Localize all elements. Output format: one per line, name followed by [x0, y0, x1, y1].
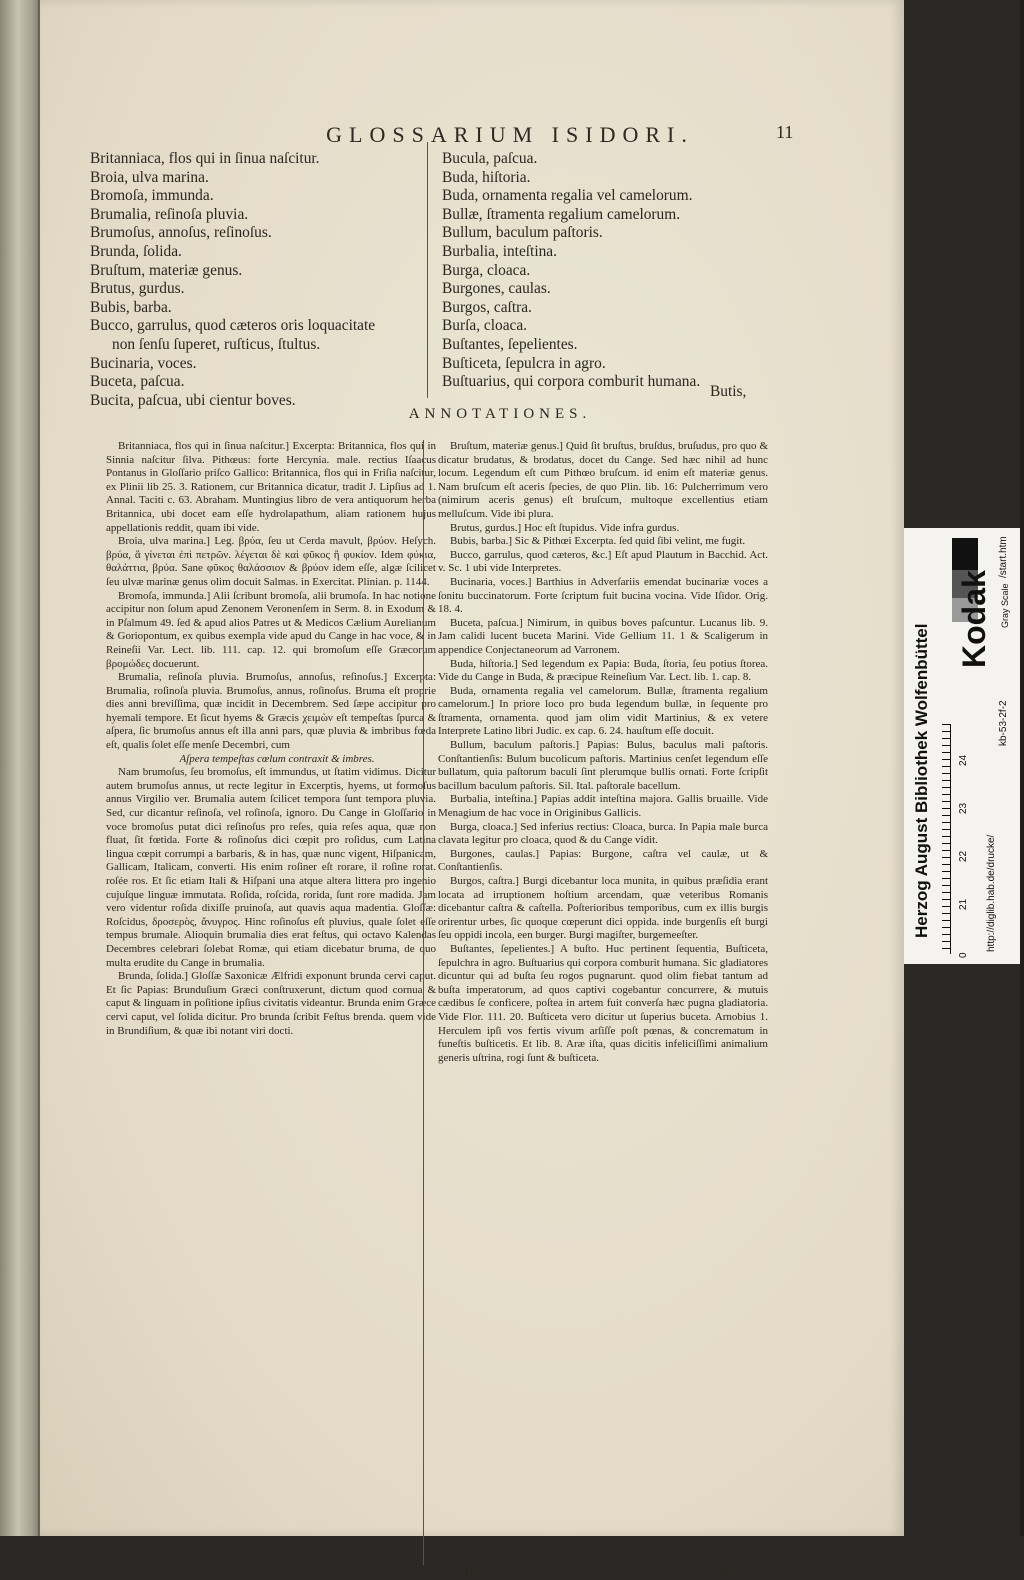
catchword-top: Butis, — [710, 383, 747, 400]
annotations-column-right — [423, 440, 768, 1565]
running-header: GLOSSARIUM ISIDORI. — [326, 122, 694, 147]
annotation-paragraph: Bucco, garrulus, quod cæteros, &c.] Eſt apud Plautum in Bacchid. Act. v. Sc. 1 ubi vide Interpretes. — [438, 548, 768, 575]
annotation-paragraph: Burga, cloaca.] Sed inferius rectius: Cloaca, burca. In Papia male burca clavata legitur pro cloaca, quod & du Cange vidit. — [438, 820, 768, 847]
glossary-entry: Bromoſa, immunda. — [90, 187, 214, 205]
gray-swatch-black — [952, 538, 978, 570]
annotation-paragraph: Burgos, caſtra.] Burgi dicebantur loca munita, in quibus præſidia erant locata ad irruptionem hoſtium arcendam, quæ veteribus Romanis dicebantur caſtra & caſtella. Poſterioribus temporibus, cum ex illis burgis orirentur urbes, ſic quoque cœperunt dici oppida. inde burgenſis eſt burgi ſeu oppidi incola, een burger. Burgi magiſter, burgemeeſter. — [438, 875, 768, 942]
glossary-entry: Bucco, garrulus, quod cæteros oris loquacitate — [90, 317, 376, 335]
glossary-entry: Bubis, barba. — [90, 298, 172, 316]
ruler-number: 23 — [958, 802, 969, 814]
glossary-entry: Bruſtum, materiæ genus. — [90, 261, 243, 279]
glossary-entry: Brunda, ſolida. — [90, 242, 182, 260]
annotation-paragraph: Broia, ulva marina.] Leg. βρύα, ſeu ut Cerda mavult, βρύον. Heſych. βρύα, ἃ γίνεται ἐπὶ πετρῶν. λέγεται δὲ καὶ φῦκος ἢ φυκίον. Idem φύκια, θαλάττια, βρύα. Sane φῦκος θαλάσσιον & βρύον idem eſſe, algæ ſcilicet ſeu ulvæ marinæ genus olim docuit Salmas. in Exercitat. Plinian. p. 1144. — [106, 535, 436, 588]
glossary-entry: Buſtantes, ſepelientes. — [442, 335, 578, 353]
glossary-entry: Buſticeta, ſepulcra in agro. — [442, 354, 606, 372]
glossary-entry: Brumoſus, annoſus, reſinoſus. — [90, 224, 272, 242]
kodak-logo: Kodak — [956, 570, 992, 668]
glossary-entry: Bullæ, ſtramenta regalium camelorum. — [442, 205, 681, 223]
glossary-entry: Brutus, gurdus. — [90, 280, 185, 298]
glossary-entry: Burga, cloaca. — [442, 261, 531, 279]
ruler-number: 24 — [958, 754, 969, 766]
annotation-paragraph: Buda, hiſtoria.] Sed legendum ex Papia: Buda, ſtoria, ſeu potius ſtorea. Vide du Cange in Buda, & præcipue Reineſium Var. Lect. lib. 1. cap. 8. — [438, 657, 768, 684]
annotation-paragraph: Brumalia, reſinoſa pluvia. Brumoſus, annoſus, reſinoſus.] Excerpta: Brumalia, roſinoſa pluvia. Brumoſus, annus, roſinoſus. Bruma eſt proprie dies anni breviſſima, quæ incidit in Decembrem. Sed ſæpe accipitur pro hyemali tempore. Et ſicut hyems & Græcis χειμὼν eſt tempeſtas ſpurca & aſpera, ſic brumoſus annus eſt illa anni pars, quæ pluvia & imbribus fœda eſt, qualis ſolet eſſe menſe Decembri, cum — [106, 671, 436, 752]
annotation-paragraph: Burgones, caulas.] Papias: Burgone, caſtra vel caulæ, ut & Conſtantienſis. — [438, 847, 768, 874]
glossary-entry: Buda, hiſtoria. — [442, 168, 531, 186]
start-link-text: /start.htm — [998, 536, 1009, 578]
glossary-entry: Burgos, caſtra. — [442, 298, 532, 316]
library-url: http://diglib.hab.de/drucke/ — [986, 834, 997, 952]
annotation-paragraph: Bucinaria, voces.] Barthius in Adverſariis emendat bucinariæ voces a ſonitu buccinatorum. Forte ſcriptum fuit bucina vocina. Vide Iſidor. Orig. 18. 4. — [438, 575, 768, 616]
annotation-paragraph: Buda, ornamenta regalia vel camelorum. Bullæ, ſtramenta regalium camelorum.] In priore loco pro buda legendum bullæ, in ſequente pro ſtramenta, ornamenta. quod jam olim vidit Martinius, & ex vetere Interprete Latino libri Judic. ex cap. 6. 24. hauſtum eſſe docuit. — [438, 684, 768, 738]
glossary-entry: Burbalia, inteſtina. — [442, 242, 557, 260]
ruler-number: 21 — [958, 898, 969, 910]
glossary-column-right — [427, 142, 772, 398]
annotation-paragraph: Bromoſa, immunda.] Alii ſcribunt bromoſa, alii brumoſa. In hac notione accipitur non ſolum apud Zenonem Veronenſem in Serm. 8. in Exodum & in Pſalmum 49. ſed & apud alios Patres ut & Medicos Cælium Aurelianum & Goriopontum, ex quibus exempla vide apud du Cange in hac voce, & in Reineſii Var. Lect. lib. 111. cap. 12. qui bromoſum eſſe Græcorum βρομώδες docuerunt. — [106, 589, 436, 670]
glossary-entry: Buda, ornamenta regalia vel camelorum. — [442, 187, 693, 205]
ruler-number: 0 — [958, 952, 969, 958]
annotation-paragraph: Bubis, barba.] Sic & Pithœi Excerpta. ſed quid ſibi velint, me fugit. — [450, 535, 746, 548]
glossary-entry: non ſenſu ſuperet, ruſticus, ſtultus. — [112, 335, 321, 353]
annotations-column-left — [106, 440, 436, 1038]
glossary-entry: Buſtuarius, qui corpora comburit humana. — [442, 373, 701, 391]
page-number: 11 — [776, 122, 794, 142]
annotation-paragraph: Brunda, ſolida.] Gloſſæ Saxonicæ Ælfridi exponunt brunda cervi caput. Et ſic Papias: Brunduſium Græci conſtruxerunt, dictum quod cornua & caput & linguam in poſitione ipſius civitatis videantur. Brunda enim Græce cervi caput, vel ſolida dicitur. Pro brunda ſcribit Feſtus brenda. quem vide in Brundiſium, & quæ ibi notant viri docti. — [106, 970, 436, 1037]
catchword-bottom: Butis, — [720, 1566, 746, 1578]
annotations-heading: ANNOTATIONES. — [408, 406, 592, 422]
signature-mark: D 2 — [464, 1564, 484, 1579]
glossary-entry: Bucula, paſcua. — [442, 150, 538, 167]
glossary-entry: Britanniaca, flos qui in ſinua naſcitur. — [90, 150, 320, 167]
annotation-paragraph: Buſtantes, ſepelientes.] A buſto. Huc pertinent ſequentia, Buſticeta, ſepulchra in agro. Buſtuarius qui corpora comburit humana. Sic gladiatores dicuntur qui ad buſta ſeu rogos pugnarunt. quod olim fiebat tantum ad buſta imperatorum, ad quos captivi cogebantur concurrere, & mutuis cædibus ſe conficere, poſtea in artem fuit converſa hæc pugna gladiatoria. Vide Flor. 111. 20. Buſticeta vero dicitur ut ſuperius buceta. Arnobius 1. Herculem ipſi vos fertis vivum arſiſſe poſt pœnas, & concrematum in funeſtis buſticetis. Et lib. 8. Aræ iſta, quas dicitis infeliciſſimi animalium generis uſtrina, rogi ſunt & buſticeta. — [438, 942, 768, 1064]
verse-quotation: Aſpera tempeſtas cœlum contraxit & imbres. — [179, 752, 375, 765]
book-binding-edge — [0, 0, 40, 1536]
glossary-entry: Buceta, paſcua. — [90, 373, 185, 391]
glossary-entry: Burſa, cloaca. — [442, 317, 528, 335]
annotation-paragraph: Britanniaca, flos qui in ſinua naſcitur.] Excerpta: Britannica, flos qui in Sinnia naſcitur ſilva. Pithœus: forte Hercynia. male. rectius Iſaacus Pontanus in Gloſſario priſco Gallico: Britannica, flos qui in Friſia naſcitur, ex Plinii lib 25. 3. Rationem, cur Britannica dicatur, tradit J. Lipſius ad 1. Annal. Taciti c. 63. Abraham. Muntingius libro de vera antiquorum herba Britannica, ubi docet eam eſſe hydrolapathum, aliam rationem hujus appellationis reddit, quam ibi vide. — [106, 440, 436, 534]
glossary-entry: Brumalia, reſinoſa pluvia. — [90, 205, 249, 223]
scan-background-edge — [1020, 0, 1024, 1536]
glossary-entry: Bullum, baculum paſtoris. — [442, 224, 603, 242]
annotation-paragraph: Nam brumoſus, ſeu bromoſus, eſt immundus, ut ſtatim vidimus. Dicitur autem brumoſus annus, ut recte legitur in Excerptis, hyems, ut formoſus annus Virgilio ver. Brumalia autem ſcilicet tempora ſunt tempora pluvia. Sed, cur dicantur reſinoſa, vel roſinoſa, ignoro. Du Cange in Gloſſario in voce bromoſus putat dici reſinoſus pro reſes, quia reſes aqua, quæ non fluat, ſit fœtida. Forte & roſinoſus dici cœpit pro roſidus, cum Latina lingua cœpit corrumpi a barbaris, & in has, quæ nunc vigent, Hiſpanicam, Gallicam, Italicam, converti. His enim roſiner eſt rorare, il roſine rorat. roſée ros. Et ſic etiam Itali & Hiſpani una atque altera littera pro ingenio cujuſque linguæ immutata. Roſida, roſcida, rorida, ſunt rore madida. Jam vero videntur roſida dixiſſe pruinoſa, aut quavis aqua madentia. Gloſſæ: Roſcidus, δροσερὸς, ἄνυγρος. Hinc roſinoſus eſt pluvius, quale ſolet eſſe tempus brumale. Alioquin brumalia dies erat feſtus, qui octavo Kalendas Decembres celebrari ſolebat Romæ, qui etiam dicebatur bruma, de quo multa erudite du Cange in brumalia. — [106, 766, 436, 969]
gray-scale-label: Gray Scale — [1000, 583, 1010, 628]
glossary-entry: Bucita, paſcua, ubi cientur boves. — [90, 391, 296, 409]
glossary-column-left — [90, 150, 420, 410]
annotation-paragraph: Burbalia, inteſtina.] Papias addit inteſtina majora. Gallis bruaille. Vide Menagium de hac voce in Originibus Gallicis. — [438, 793, 768, 820]
annotation-paragraph: Bruſtum, materiæ genus.] Quid ſit bruſtus, bruſdus, bruſudus, pro quo & dicatur brudatus, & brodatus, docet du Cange. Sed hæc nihil ad hunc locum. Legendum eſt cum Pithœo bruſcum. id enim eſt materiæ genus. Nam bruſcum eſt aceris ſpecies, de quo Plin. lib. 16: Pulcherrimum vero (nimirum aceris genus) eſt bruſcum, multoque excellentius etiam melluſcum. Vide ibi plura. — [438, 440, 768, 520]
measurement-ruler — [932, 724, 951, 954]
glossary-entry: Bucinaria, voces. — [90, 354, 197, 372]
annotation-paragraph: Bullum, baculum paſtoris.] Papias: Bulus, baculus mali paſtoris. Conſtantienſis: Bulum bucolicum paſtoris. Martinius cenſet legendum eſſe bullatum, quia paſtorum baculi ſint plerumque bullis ornati. Forte ſcripſit bacillum baculum paſtoris. Sil. Ital. paſtorale bacellum. — [438, 739, 768, 792]
glossary-entry: Burgones, caulas. — [442, 280, 551, 298]
ruler-number: 22 — [958, 850, 969, 862]
annotation-paragraph: Brutus, gurdus.] Hoc eſt ſtupidus. Vide infra gurdus. — [450, 521, 680, 534]
glossary-entry: Broia, ulva marina. — [90, 168, 209, 186]
annotation-paragraph: Buceta, paſcua.] Nimirum, in quibus boves paſcuntur. Lucanus lib. 9. Jam calidi lucent buceta Marini. Vide Gellium 11. 1 & Scaligerum in appendice Conjectaneorum ad Varronem. — [438, 616, 768, 656]
shelfmark-code: kb-53-2f-2 — [998, 700, 1009, 746]
document-page — [40, 0, 904, 1579]
library-name: Herzog August Bibliothek Wolfenbüttel — [912, 623, 931, 938]
kodak-scale-strip — [904, 528, 1020, 964]
